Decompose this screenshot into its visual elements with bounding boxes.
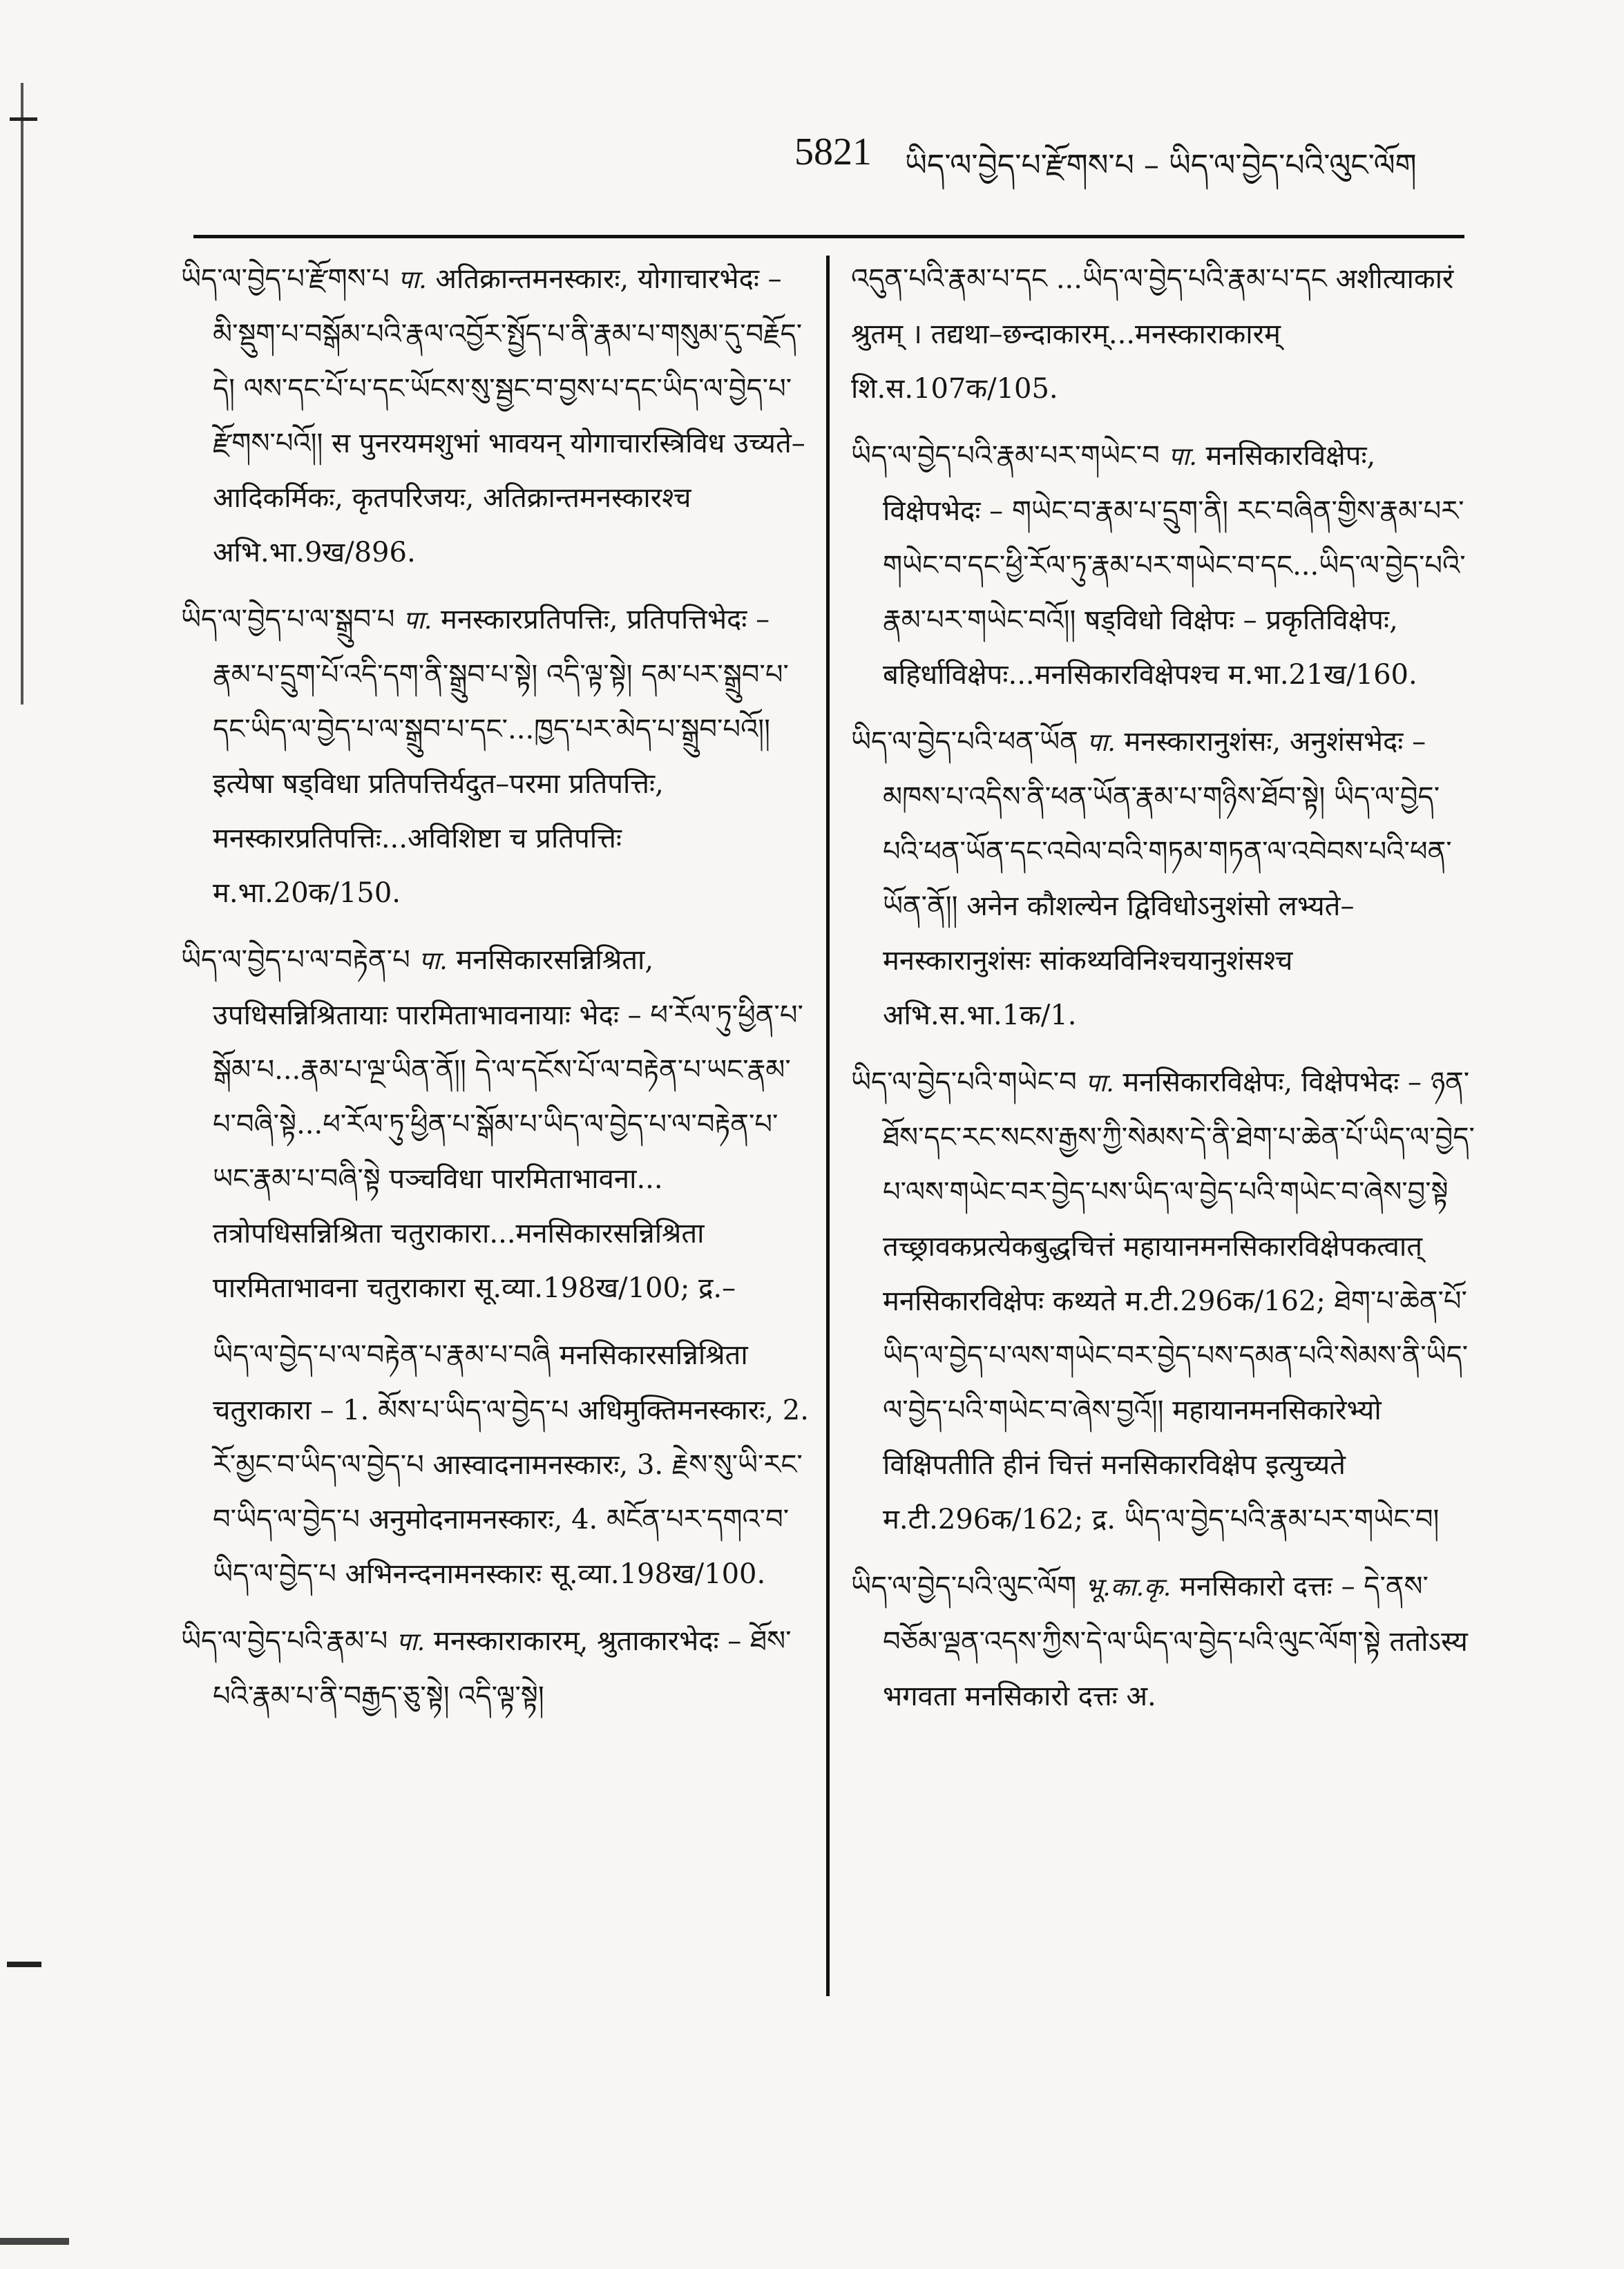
entry-grammar: पा. (1087, 729, 1116, 757)
entry-headword: ཡིད་ལ་བྱེད་པ་རྫོགས་པ (181, 263, 390, 295)
entry-body: अतिक्रान्तमनस्कारः, योगाचारभेदः – མི་སྡུག་པ་བསྒོམ་པའི་རྣལ་འབྱོར་སྤྱོད་པ་ནི་རྣམ་པ་གསུམ་དུ་བརྗོད་དེ། ལས་དང་པོ་པ་དང་ཡོངས་སུ་སྦྱང་བ་བྱས་པ་དང་ཡིད་ལ་བྱེད་པ་རྫོགས་པའོ།། स पुनरयमशुभां भावयन् योगाचारस्त्रिविध उच्यते–आदिकर्मिकः, कृतपरिजयः, अतिक्रान्तमनस्कारश्च अभि.भा.9ख/896. (213, 263, 805, 568)
entry-headword: ཡིད་ལ་བྱེད་པ་ལ་བརྟེན་པ་རྣམ་པ་བཞི (213, 1339, 551, 1371)
dictionary-entry (181, 1614, 810, 1724)
entry-headword: ཡིད་ལ་བྱེད་པ་ལ་སྒྲུབ་པ (181, 604, 395, 635)
entry-grammar: पा. (1168, 443, 1197, 471)
running-head: ཡིད་ལ་བྱེད་པ་རྫོགས་པ – ཡིད་ལ་བྱེད་པའི་ལུང་ལོག (905, 148, 1417, 183)
entry-body: मनस्कारानुशंसः, अनुशंसभेदः – མཁས་པ་འདིས་ནི་ཕན་ཡོན་རྣམ་པ་གཉིས་ཐོབ་སྟེ། ཡིད་ལ་བྱེད་པའི་ཕན་ཡོན་དང་འབེལ་བའི་གཏམ་གཏན་ལ་འབེབས་པའི་ཕན་ཡོན་ནོ།། अनेन कौशल्येन द्विविधोऽनुशंसो लभ्यते–मनस्कारानुशंसः सांकथ्यविनिश्चयानुशंसश्च अभि.स.भा.1क/1. (883, 726, 1452, 1031)
entry-body: मनस्काराकारम्, श्रुताकारभेदः – ཐོས་པའི་རྣམ་པ་ནི་བརྒྱད་ཅུ་སྟེ། འདི་ལྟ་སྟེ། (213, 1625, 792, 1712)
entry-body: मनसिकारविक्षेपः, विक्षेपभेदः – གཡེང་བ་རྣམ་པ་དྲུག་ནི། རང་བཞིན་གྱིས་རྣམ་པར་གཡེང་བ་དང་ཕྱི་རོལ་ཏུ་རྣམ་པར་གཡེང་བ་དང...ཡིད་ལ་བྱེད་པའི་རྣམ་པར་གཡེང་བའོ།། षड्विधो विक्षेपः – प्रकृतिविक्षेपः, बहिर्धाविक्षेपः...मनसिकारविक्षेपश्च म.भा.21ख/160. (883, 440, 1466, 691)
entry-body: मनसिकारसन्निश्रिता चतुराकारा – 1. མོས་པ་ཡིད་ལ་བྱེད་པ अधिमुक्तिमनस्कारः, 2. རོ་མྱང་བ་ཡིད་ལ་བྱེད་པ आस्वादनामनस्कारः, 3. རྗེས་སུ་ཡི་རང་བ་ཡིད་ལ་བྱེད་པ अनुमोदनामनस्कारः, 4. མངོན་པར་དགའ་བ་ཡིད་ལ་བྱེད་པ अभिनन्दनामनस्कारः सू.व्या.198ख/100. (213, 1339, 809, 1590)
entry-headword: ཡིད་ལ་བྱེད་པ་ལ་བརྟེན་པ (181, 944, 410, 976)
dictionary-entry (851, 429, 1478, 702)
entry-body: འདུན་པའི་རྣམ་པ་དང ...ཡིད་ལ་བྱེད་པའི་རྣམ་པ་དང अशीत्याकारं श्रुतम् । तद्यथा–छन्दाकारम्...मनस्काराकारम् शि.स.107क/105. (851, 263, 1454, 405)
page-number: 5821 (794, 131, 872, 173)
scan-margin-mark (0, 2238, 69, 2245)
entry-grammar: पा. (403, 606, 432, 635)
dictionary-entry (181, 933, 810, 1316)
dictionary-entry (851, 1055, 1478, 1547)
entry-grammar: पा. (396, 1628, 426, 1656)
dictionary-entry (851, 715, 1478, 1043)
scan-margin-mark (7, 1962, 41, 1967)
entry-body: मनस्कारप्रतिपत्तिः, प्रतिपत्तिभेदः – རྣམ་པ་དྲུག་པོ་འདི་དག་ནི་སྒྲུབ་པ་སྟེ། འདི་ལྟ་སྟེ། དམ་པར་སྒྲུབ་པ་དང་ཡིད་ལ་བྱེད་པ་ལ་སྒྲུབ་པ་དང་...ཁྱད་པར་མེད་པ་སྒྲུབ་པའོ།། इत्येषा षड्विधा प्रतिपत्तिर्यदुत–परमा प्रतिपत्तिः, मनस्कारप्रतिपत्तिः...अविशिष्टा च प्रतिपत्तिः म.भा.20क/150. (213, 604, 789, 909)
entry-headword: ཡིད་ལ་བྱེད་པའི་རྣམ་པར་གཡེང་བ (851, 440, 1160, 472)
entry-body: मनसिकारसन्निश्रिता, उपधिसन्निश्रितायाः पारमिताभावनायाः भेदः – ཕ་རོལ་ཏུ་ཕྱིན་པ་སྒོམ་པ...རྣམ་པ་ལྔ་ཡིན་ནོ།། དེ་ལ་དངོས་པོ་ལ་བརྟེན་པ་ཡང་རྣམ་པ་བཞི་སྟེ...ཕ་རོལ་ཏུ་ཕྱིན་པ་སྒོམ་པ་ཡིད་ལ་བྱེད་པ་ལ་བརྟེན་པ་ཡང་རྣམ་པ་བཞི་སྟེ पञ्चविधा पारमिताभावना... तत्रोपधिसन्निश्रिता चतुराकारा...मनसिकारसन्निश्रिता पारमिताभावना चतुराकारा सू.व्या.198ख/100; द्र.– (213, 944, 803, 1304)
entry-grammar: भू.का.कृ. (1085, 1573, 1172, 1602)
scan-margin-mark (10, 117, 37, 121)
entry-headword: ཡིད་ལ་བྱེད་པའི་རྣམ་པ (181, 1625, 388, 1657)
left-column (181, 252, 810, 2228)
dictionary-entry (181, 252, 810, 580)
entry-grammar: पा. (398, 266, 427, 294)
header-rule (193, 235, 1464, 238)
entry-grammar: पा. (1085, 1069, 1114, 1098)
dictionary-entry (851, 1560, 1478, 1724)
dictionary-entry (181, 593, 810, 921)
entry-continuation (851, 252, 1478, 417)
entry-headword: ཡིད་ལ་བྱེད་པའི་ཕན་ཡོན (851, 726, 1078, 758)
dictionary-subentry (181, 1328, 810, 1602)
entry-headword: ཡིད་ལ་བྱེད་པའི་གཡེང་བ (851, 1066, 1077, 1098)
right-column (851, 252, 1478, 2228)
entry-grammar: पा. (419, 947, 448, 975)
column-divider (826, 256, 830, 1996)
scan-margin-mark (21, 83, 23, 705)
entry-body: मनसिकारविक्षेपः, विक्षेपभेदः – ཉན་ཐོས་དང་རང་སངས་རྒྱས་ཀྱི་སེམས་དེ་ནི་ཐེག་པ་ཆེན་པོ་ཡིད་ལ་བྱེད་པ་ལས་གཡེང་བར་བྱེད་པས་ཡིད་ལ་བྱེད་པའི་གཡེང་བ་ཞེས་བྱ་སྟེ तच्छ्रावकप्रत्येकबुद्धचित्तं महायानमनसिकारविक्षेपकत्वात् मनसिकारविक्षेपः कथ्यते म.टी.296क/162; ཐེག་པ་ཆེན་པོ་ཡིད་ལ་བྱེད་པ་ལས་གཡེང་བར་བྱེད་པས་དམན་པའི་སེམས་ནི་ཡིད་ལ་བྱེད་པའི་གཡེང་བ་ཞེས་བྱའོ།། महायानमनसिकारेभ्यो विक्षिपतीति हीनं चित्तं मनसिकारविक्षेप इत्युच्यते म.टी.296क/162; द्र. ཡིད་ལ་བྱེད་པའི་རྣམ་པར་གཡེང་བ། (883, 1066, 1475, 1535)
entry-headword: ཡིད་ལ་བྱེད་པའི་ལུང་ལོག (851, 1571, 1077, 1602)
entry-body: मनसिकारो दत्तः – དེ་ནས་བཅོམ་ལྡན་འདས་ཀྱིས་དེ་ལ་ཡིད་ལ་བྱེད་པའི་ལུང་ལོག་སྟེ ततोऽस्य भगवता मनसिकारो दत्तः अ. (883, 1571, 1468, 1712)
